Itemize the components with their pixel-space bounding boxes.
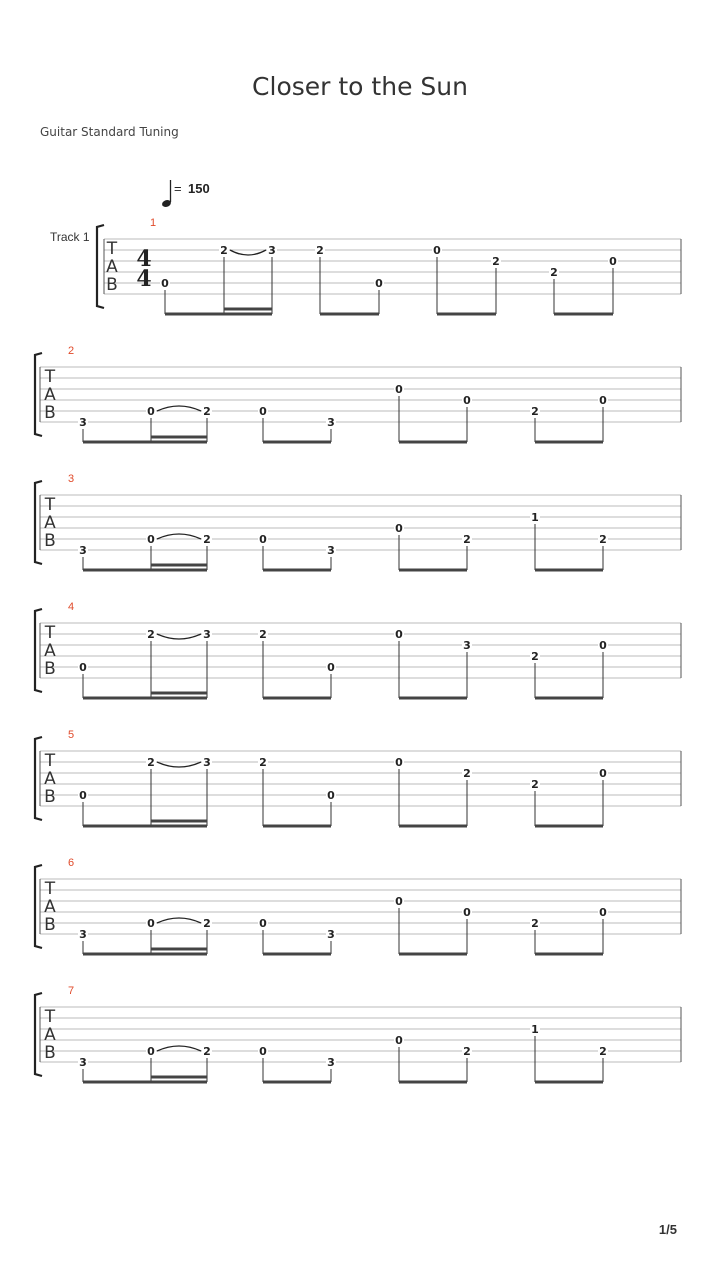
system-bracket: [35, 993, 42, 1076]
track-label: Track 1: [50, 230, 90, 244]
fret-number: 2: [531, 778, 539, 791]
time-signature-numerator: 4: [136, 246, 152, 272]
fret-number: 0: [599, 906, 607, 919]
tie: [157, 1046, 201, 1051]
fret-number: 0: [395, 383, 403, 396]
song-title: Closer to the Sun: [252, 72, 468, 101]
tab-clef-letter: B: [44, 659, 56, 679]
fret-number: 0: [463, 906, 471, 919]
fret-number: 2: [220, 244, 228, 257]
tab-clef-letter: B: [44, 915, 56, 935]
system-bracket: [35, 609, 42, 692]
fret-number: 0: [147, 917, 155, 930]
tab-system-1: [50, 217, 681, 314]
fret-number: 0: [161, 277, 169, 290]
fret-number: 0: [147, 405, 155, 418]
tempo-bpm: 150: [188, 181, 210, 196]
measure-number: 1: [150, 217, 157, 229]
fret-number: 0: [395, 522, 403, 535]
tab-system-5: [35, 729, 681, 826]
measure-number: 4: [68, 601, 75, 613]
fret-number: 1: [531, 1023, 539, 1036]
fret-number: 2: [463, 1045, 471, 1058]
tab-clef-letter: T: [44, 623, 56, 643]
system-bracket: [97, 225, 104, 308]
fret-number: 2: [531, 650, 539, 663]
tab-clef-letter: A: [44, 897, 56, 917]
fret-number: 0: [463, 394, 471, 407]
tab-clef-letter: T: [44, 879, 56, 899]
fret-number: 0: [259, 405, 267, 418]
fret-number: 0: [327, 661, 335, 674]
time-signature-denominator: 4: [136, 266, 152, 292]
tab-clef-letter: T: [106, 239, 118, 259]
fret-number: 2: [203, 533, 211, 546]
measure-number: 3: [68, 473, 75, 485]
fret-number: 2: [550, 266, 558, 279]
system-bracket: [35, 481, 42, 564]
tab-clef-letter: A: [106, 257, 118, 277]
fret-number: 0: [395, 895, 403, 908]
tab-clef-letter: B: [44, 787, 56, 807]
fret-number: 2: [203, 917, 211, 930]
fret-number: 0: [259, 1045, 267, 1058]
fret-number: 0: [599, 394, 607, 407]
tab-system-7: [35, 985, 681, 1082]
fret-number: 3: [79, 544, 87, 557]
fret-number: 0: [433, 244, 441, 257]
fret-number: 0: [395, 1034, 403, 1047]
fret-number: 0: [599, 639, 607, 652]
fret-number: 0: [259, 917, 267, 930]
fret-number: 3: [327, 928, 335, 941]
fret-number: 2: [599, 533, 607, 546]
measure-number: 5: [68, 729, 75, 741]
system-bracket: [35, 865, 42, 948]
fret-number: 0: [599, 767, 607, 780]
tab-clef-letter: B: [44, 531, 56, 551]
fret-number: 2: [463, 533, 471, 546]
fret-number: 0: [395, 756, 403, 769]
tab-clef-letter: T: [44, 495, 56, 515]
fret-number: 2: [463, 767, 471, 780]
fret-number: 0: [79, 661, 87, 674]
fret-number: 0: [147, 533, 155, 546]
tab-clef-letter: A: [44, 513, 56, 533]
measure-number: 6: [68, 857, 75, 869]
tab-system-6: [35, 857, 681, 954]
fret-number: 3: [327, 544, 335, 557]
fret-number: 2: [316, 244, 324, 257]
fret-number: 2: [203, 1045, 211, 1058]
tab-system-4: [35, 601, 681, 698]
fret-number: 3: [79, 1056, 87, 1069]
tie: [157, 534, 201, 539]
fret-number: 3: [463, 639, 471, 652]
tie: [157, 634, 201, 639]
tie: [157, 762, 201, 767]
system-bracket: [35, 737, 42, 820]
fret-number: 0: [259, 533, 267, 546]
fret-number: 0: [327, 789, 335, 802]
fret-number: 2: [259, 628, 267, 641]
fret-number: 2: [259, 756, 267, 769]
measure-number: 7: [68, 985, 75, 997]
fret-number: 2: [147, 756, 155, 769]
tab-clef-letter: A: [44, 769, 56, 789]
fret-number: 1: [531, 511, 539, 524]
fret-number: 2: [147, 628, 155, 641]
fret-number: 0: [147, 1045, 155, 1058]
tab-clef-letter: A: [44, 385, 56, 405]
fret-number: 2: [492, 255, 500, 268]
fret-number: 2: [203, 405, 211, 418]
fret-number: 0: [609, 255, 617, 268]
fret-number: 3: [327, 416, 335, 429]
fret-number: 3: [79, 928, 87, 941]
fret-number: 2: [599, 1045, 607, 1058]
fret-number: 0: [79, 789, 87, 802]
tab-clef-letter: T: [44, 367, 56, 387]
tab-clef-letter: B: [44, 1043, 56, 1063]
measure-number: 2: [68, 345, 75, 357]
fret-number: 3: [203, 628, 211, 641]
fret-number: 0: [375, 277, 383, 290]
tuning-subtitle: Guitar Standard Tuning: [40, 125, 179, 139]
fret-number: 3: [79, 416, 87, 429]
fret-number: 0: [395, 628, 403, 641]
tab-system-2: [35, 345, 681, 442]
fret-number: 3: [327, 1056, 335, 1069]
tab-system-3: [35, 473, 681, 570]
fret-number: 3: [203, 756, 211, 769]
tab-clef-letter: A: [44, 641, 56, 661]
tempo-equals: =: [174, 181, 182, 196]
tie: [157, 918, 201, 923]
fret-number: 2: [531, 917, 539, 930]
tab-clef-letter: B: [44, 403, 56, 423]
tab-clef-letter: B: [106, 275, 118, 295]
fret-number: 3: [268, 244, 276, 257]
tab-clef-letter: A: [44, 1025, 56, 1045]
system-bracket: [35, 353, 42, 436]
tab-clef-letter: T: [44, 751, 56, 771]
tab-clef-letter: T: [44, 1007, 56, 1027]
tie: [157, 406, 201, 411]
fret-number: 2: [531, 405, 539, 418]
tie: [230, 250, 266, 255]
page-indicator: 1/5: [658, 1222, 677, 1237]
